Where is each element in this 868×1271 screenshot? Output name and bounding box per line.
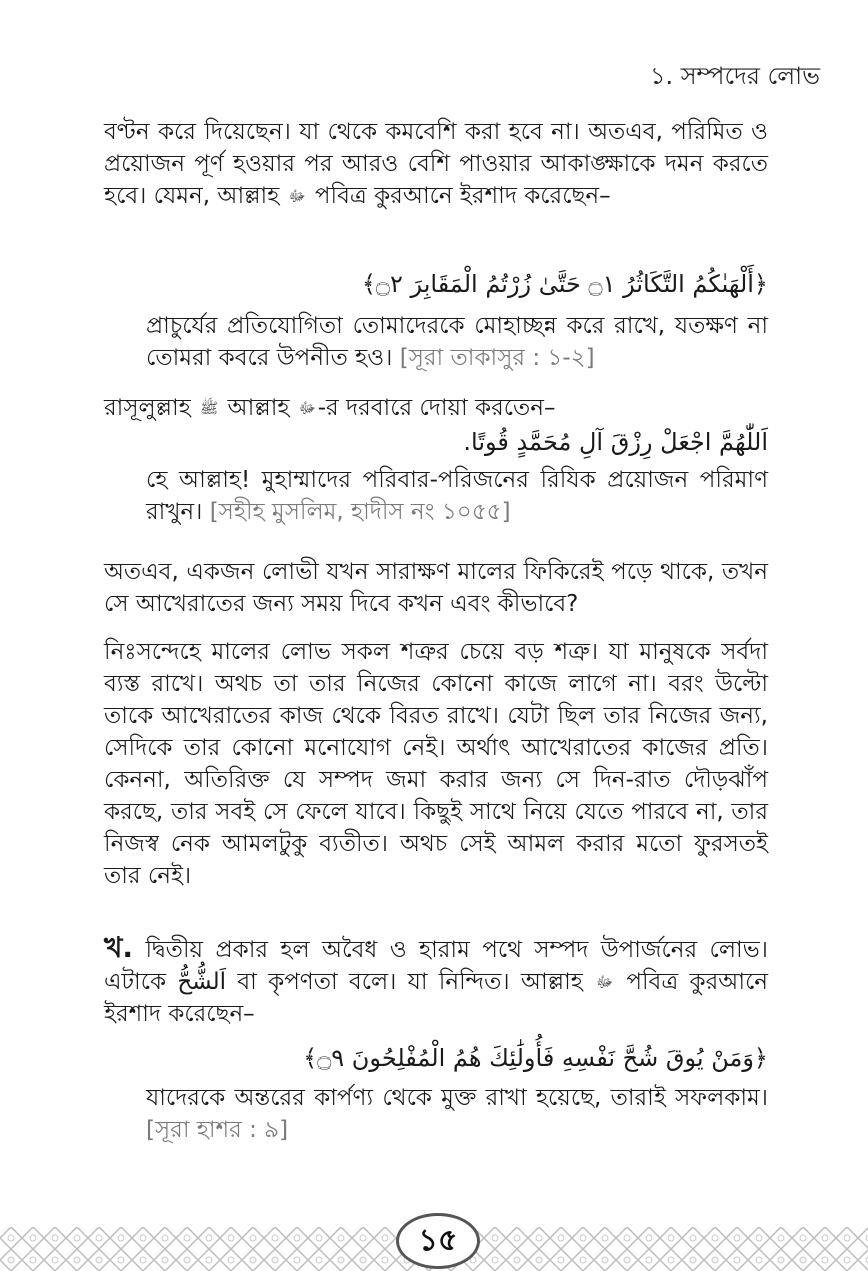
allah-seal-icon: ﷻ [298, 399, 316, 417]
paragraph-2 [104, 392, 768, 424]
paragraph-1 [104, 116, 768, 212]
paragraph-1-text-end: পবিত্র কুরআনে ইরশাদ করেছেন– [314, 183, 611, 209]
allah-seal-icon: ﷻ [596, 973, 614, 991]
allah-seal-icon: ﷻ [288, 187, 306, 205]
quran-verse-1: ﴿أَلْهَىٰكُمُ التَّكَاثُرُ ۝١ حَتَّىٰ زُرْتُمُ الْمَقَابِرَ ۝٢﴾ [361, 270, 768, 298]
paragraph-4: নিঃসন্দেহে মালের লোভ সকল শত্রুর চেয়ে বড় শত্রু। যা মানুষকে সর্বদা ব্যস্ত রাখে। অথচ তা তার নিজের কোনো কাজে লাগে না। বরং উল্টো তাকে আখেরাতের কাজ থেকে বিরত রাখে। যেটা ছিল তার নিজের জন্য, সেদিকে তার কোনো মনোযোগ নেই। অর্থাৎ আখেরাতের কাজের প্রতি। কেননা, অতিরিক্ত যে সম্পদ জমা করার জন্য সে দিন-রাত দৌড়ঝাঁপ করছে, তার সবই সে ফেলে যাবে। কিছুই সাথে নিয়ে যেতে পারবে না, তার নিজস্ব নেক আমলটুকু ব্যতীত। অথচ সেই আমল করার মতো ফুরসতই তার নেই। [104, 639, 768, 889]
translation-2 [146, 464, 768, 528]
reference-3: [সূরা হাশর : ৯] [146, 1117, 289, 1143]
paragraph-2-text-b: আল্লাহ [227, 395, 290, 421]
dua-arabic: اَللّٰهُمَّ اجْعَلْ رِزْقَ آلِ مُحَمَّدٍ قُوتًا. [463, 428, 768, 456]
reference-1: [সূরা তাকাসুর : ১-২] [399, 345, 595, 371]
paragraph-5-text-c: পবিত্র কুরআনে ইরশাদ করেছেন– [104, 969, 769, 1027]
paragraph-3: অতএব, একজন লোভী যখন সারাক্ষণ মালের ফিকিরেই পড়ে থাকে, তখন সে আখেরাতের জন্য সময় দিবে কখন এবং কীভাবে? [104, 559, 768, 617]
chapter-header: ১. সম্পদের লোভ [649, 62, 820, 90]
translation-3-text: যাদেরকে অন্তরের কার্পণ্য থেকে মুক্ত রাখা হয়েছে, তারাই সফলকাম। [146, 1085, 768, 1111]
paragraph-5-text-a: দ্বিতীয় প্রকার হল অবৈধ ও হারাম পথে সম্পদ উপার্জনের লোভ। এটাকে [104, 937, 769, 995]
paragraph-5-text-b: বা কৃপণতা বলে। যা নিন্দিত। আল্লাহ [237, 969, 583, 995]
paragraph-2-text-a: রাসূলুল্লাহ [104, 395, 191, 421]
paragraph-1-text: বণ্টন করে দিয়েছেন। যা থেকে কমবেশি করা হবে না। অতএব, পরিমিত ও প্রয়োজন পূর্ণ হওয়ার পর আরও বেশি পাওয়ার আকাঙ্ক্ষাকে দমন করতে হবে। যেমন, আল্লাহ [104, 119, 768, 209]
reference-2: [সহীহ মুসলিম, হাদীস নং ১০৫৫] [209, 499, 511, 525]
page-number: ১৫ [418, 1222, 458, 1258]
translation-3 [146, 1082, 768, 1146]
paragraph-5 [104, 932, 768, 1030]
arabic-term: اَلشُّحُّ [177, 969, 227, 995]
translation-1 [146, 310, 768, 374]
page-number-badge [396, 1213, 480, 1269]
translation-1-text: প্রাচুর্যের প্রতিযোগিতা তোমাদেরকে মোহাচ্ছন্ন করে রাখে, যতক্ষণ না তোমরা কবরে উপনীত হও। [146, 313, 768, 371]
paragraph-2-text-c: -র দরবারে দোয়া করতেন– [317, 395, 556, 421]
section-marker: খ. [104, 931, 134, 964]
translation-2-text: হে আল্লাহ! মুহাম্মাদের পরিবার-পরিজনের রিযিক প্রয়োজন পরিমাণ রাখুন। [146, 467, 768, 525]
prophet-seal-icon: ﷺ [200, 399, 219, 417]
quran-verse-3: ﴿وَمَنْ يُوقَ شُحَّ نَفْسِهِ فَأُولَٰئِكَ هُمُ الْمُفْلِحُونَ ۝٩﴾ [303, 1044, 768, 1072]
